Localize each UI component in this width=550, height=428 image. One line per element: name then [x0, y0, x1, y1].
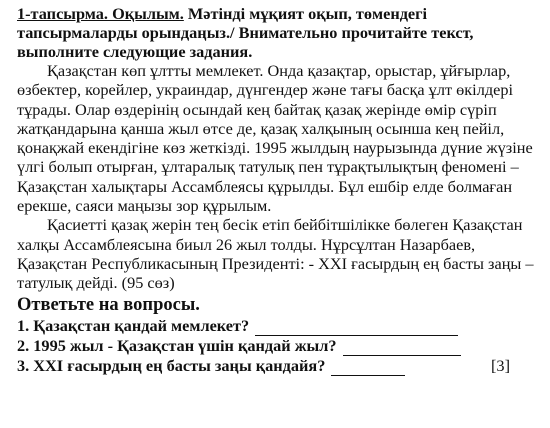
reading-paragraph-2: Қасиетті қазақ жерін тең бесік етіп бейбітшілікке бөлеген Қазақстан халқы Ассамблеясына биыл 26 жыл толды. Нұрсұлтан Назарбаев, Қазақстан Республикасының Президенті: - XXI ғасырдың ең басты заңы – татулық дейді. (95 сөз)	[17, 215, 534, 293]
question-2-text: 2. 1995 жыл - Қазақстан үшін қандай жыл?	[17, 335, 337, 355]
question-1-text: 1. Қазақстан қандай мемлекет?	[17, 315, 250, 335]
task-title: 1-тапсырма. Оқылым.	[17, 4, 184, 23]
task-header	[17, 4, 538, 61]
task-instruction: Мәтінді мұқият оқып, төмендегі тапсырмаларды орындаңыз./ Внимательно прочитайте текст, выполните следующие задания.	[17, 4, 474, 61]
answer-blank-1[interactable]	[255, 320, 458, 336]
marks-badge: [3]	[491, 355, 510, 375]
reading-paragraph-1: Қазақстан көп ұлтты мемлекет. Онда қазақтар, орыстар, ұйғырлар, өзбектер, корейлер, украиндар, дүнгендер және тағы басқа ұлт өкілдері тұрады. Олар өздерінің осындай кең байтақ қазақ жерінде өмір сүріп жатқандарына қанша жыл өтсе де, қазақ халқының осынша кең пейіл, қонақжай екендігіне көз жеткізді. 1995 жылдың наурызында дүние жүзіне үлгі болып отырған, ұлтаралық татулық пен тұрақтылықтың феномені – Қазақстан халықтары Ассамблеясы құрылды. Бұл ешбір елде болмаған ерекше, саяси маңызы зор құрылым.	[17, 61, 533, 216]
answer-blank-3[interactable]	[331, 360, 405, 376]
question-3	[17, 356, 538, 376]
question-3-text: 3. XXI ғасырдың ең басты заңы қандайя?	[17, 355, 326, 375]
answer-blank-2[interactable]	[343, 340, 461, 356]
question-1	[17, 316, 538, 336]
questions-heading: Ответьте на вопросы.	[17, 294, 200, 315]
question-2	[17, 336, 538, 356]
